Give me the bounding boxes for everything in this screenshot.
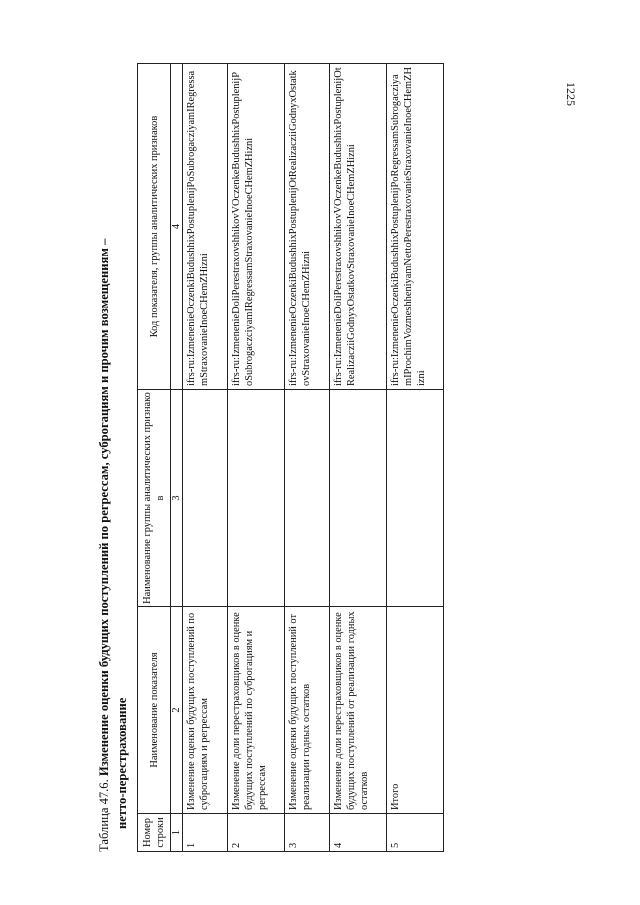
indicator-name: Изменение оценки будущих поступлений от реализации годных остатков bbox=[285, 607, 330, 814]
header-number: 4 bbox=[171, 64, 183, 390]
header-row-number: Номер строки bbox=[138, 814, 171, 852]
indicator-code: ifrs-ru:IzmenenieOczenkiBudushhixPostuplenijPoSubrogacziyamIRegressamStraxovanieInoeCHemZHizni bbox=[183, 64, 228, 390]
indicator-code: ifrs-ru:IzmenenieOczenkiBudushhixPostuplenijOtRealizacziiGodnyxOstatkovStraxovanieInoeCHemZHizni bbox=[285, 64, 330, 390]
table-row bbox=[330, 64, 387, 852]
table-row bbox=[285, 64, 330, 852]
table-row bbox=[228, 64, 285, 852]
indicator-code: ifrs-ru:IzmenenieOczenkiBudushhixPostuplenijPoRegressamSubrogacziyamIProchimVozmeshheniyamNettoPerestraxovanieStraxovanieInoeCHemZHizni bbox=[387, 64, 444, 390]
indicator-name: Изменение доли перестраховщиков в оценке будущих поступлений от реализации годных остатков bbox=[330, 607, 387, 814]
table-header-numbers-row bbox=[171, 64, 183, 852]
header-number: 1 bbox=[171, 814, 183, 852]
header-indicator-name: Наименование показателя bbox=[138, 607, 171, 814]
table-caption bbox=[95, 62, 131, 852]
indicator-name: Изменение доли перестраховщиков в оценке будущих поступлений по суброгациям и регрессам bbox=[228, 607, 285, 814]
header-group-name: Наименование группы аналитических признаков bbox=[138, 390, 171, 607]
caption-title-line2: нетто-перестрахование bbox=[115, 697, 129, 829]
table-row bbox=[183, 64, 228, 852]
data-table bbox=[137, 63, 444, 852]
indicator-name: Изменение оценки будущих поступлений по суброгациям и регрессам bbox=[183, 607, 228, 814]
group-name bbox=[330, 390, 387, 607]
indicator-code: ifrs-ru:IzmenenieDoliPerestraxovshhikovVOczenkeBudushhixPostuplenijOtRealizacziiGodnyxOstatkovStraxovanieInoeCHemZHizni bbox=[330, 64, 387, 390]
group-name bbox=[387, 390, 444, 607]
group-name bbox=[183, 390, 228, 607]
indicator-code: ifrs-ru:IzmenenieDoliPerestraxovshhikovVOczenkeBudushhixPostuplenijPoSubrogaczciyamIRegressamStraxovanieInoeCHemZHizni bbox=[228, 64, 285, 390]
row-number: 1 bbox=[183, 814, 228, 852]
header-code: Код показателя, группы аналитических признаков bbox=[138, 64, 171, 390]
caption-prefix: Таблица 47.6. bbox=[97, 779, 111, 852]
header-number: 3 bbox=[171, 390, 183, 607]
group-name bbox=[228, 390, 285, 607]
page-number: 1225 bbox=[564, 82, 578, 106]
row-number: 5 bbox=[387, 814, 444, 852]
header-number: 2 bbox=[171, 607, 183, 814]
caption-title-line1: Изменение оценки будущих поступлений по регрессам, суброгациям и прочим возмещениям – bbox=[97, 238, 111, 777]
row-number: 2 bbox=[228, 814, 285, 852]
table-header-row bbox=[138, 64, 171, 852]
row-number: 4 bbox=[330, 814, 387, 852]
table-row bbox=[387, 64, 444, 852]
indicator-name: Итого bbox=[387, 607, 444, 814]
group-name bbox=[285, 390, 330, 607]
rotated-page-content bbox=[95, 62, 615, 852]
row-number: 3 bbox=[285, 814, 330, 852]
